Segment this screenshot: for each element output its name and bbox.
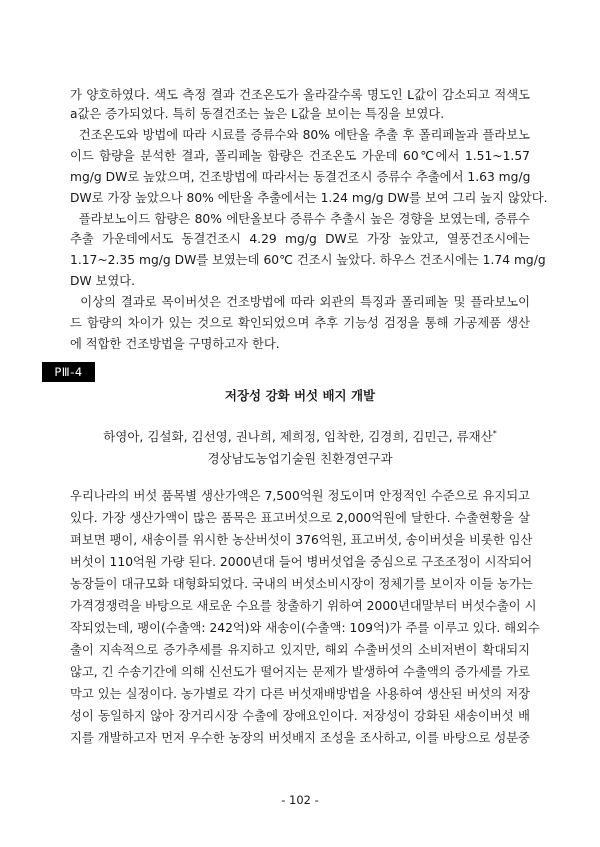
paragraph-line: 지를 개발하고자 먼저 우수한 농장의 버섯배지 조성을 조사하고, 이를 바탕으로 성분중 xyxy=(70,731,530,745)
paragraph-line: 펴보면 팽이, 새송이를 위시한 농산버섯이 376억원, 표고버섯, 송이버섯을 비롯한 임산 xyxy=(70,533,533,547)
paragraph-line: 에 적합한 건조방법을 구명하고자 한다. xyxy=(70,337,280,351)
paragraph-line: 1.17~2.35 mg/g DW를 보였는데 60℃ 건조시 높았다. 하우스 건조시에는 1.74 mg/g xyxy=(70,253,546,267)
paragraph-line: 가 양호하였다. 색도 측정 결과 건조온도가 올라갈수록 명도인 L값이 감소되고 적색도 xyxy=(70,88,530,102)
paragraph-line: DW로 가장 높았으나 80% 에탄올 추출에서는 1.24 mg/g DW를 보여 그리 높지 않았다. xyxy=(70,191,548,205)
page-number: - 102 - xyxy=(281,793,319,807)
paragraph-line: 있다. 가장 생산가액이 많은 품목은 표고버섯으로 2,000억원에 달한다. 수출현황을 살 xyxy=(70,511,530,525)
paragraph-line: a값은 증가되었다. 특히 동결건조는 높은 L값을 보이는 특징을 보였다. xyxy=(70,107,445,121)
paragraph-line: 않고, 긴 수송기간에 의해 신선도가 떨어지는 문제가 발생하여 수출액의 증가세를 가로 xyxy=(70,665,530,679)
paragraph-line: 플라보노이드 함량은 80% 에탄올보다 증류수 추출시 높은 경향을 보였는데, 증류수 xyxy=(70,212,530,226)
paragraph-line: 성이 동일하지 않아 장거리시장 수출에 장애요인이다. 저장성이 강화된 새송이버섯 배 xyxy=(70,709,530,723)
paragraph-line: 우리나라의 버섯 품목별 생산가액은 7,500억원 정도이며 안정적인 수준으로 유지되고 xyxy=(70,489,530,503)
paragraph-line: mg/g DW로 높았으며, 건조방법에 따라서는 동결건조시 증류수 추출에서 1.63 mg/g xyxy=(70,170,531,184)
paragraph-line: 막고 있는 실정이다. 농가별로 각기 다른 버섯재배방법을 사용하여 생산된 버섯의 저장 xyxy=(70,687,530,701)
section-label: PⅢ-4 xyxy=(42,362,95,382)
author-names: 하영아, 김설화, 김선영, 권나희, 제희정, 임착한, 김경희, 김민근, 류재산 xyxy=(103,429,493,444)
paragraph-line: DW 보였다. xyxy=(70,274,136,288)
paragraph-line: 추출 가운데에서도 동결건조시 4.29 mg/g DW로 가장 높았고, 열풍건조시에는 xyxy=(70,232,530,246)
paragraph-line: 건조온도와 방법에 따라 시료를 증류수와 80% 에탄올 추출 후 폴리페놀과 플라보노 xyxy=(70,128,530,142)
corresponding-author-mark: * xyxy=(492,428,497,438)
author-list xyxy=(0,428,600,446)
paragraph-line: 출이 지속적으로 증가추세를 유지하고 있지만, 해외 수출버섯의 소비저변이 확대되지 xyxy=(70,643,530,657)
paragraph-line: 드 함량의 차이가 있는 것으로 확인되었으며 추후 기능성 검정을 통해 가공제품 생산 xyxy=(70,316,530,330)
paragraph-line: 버섯이 110억원 가량 된다. 2000년대 들어 병버섯업을 중심으로 구조조정이 시작되어 xyxy=(70,555,533,569)
paragraph-line: 이드 함량을 분석한 결과, 폴리페놀 함량은 건조온도 가운데 60℃에서 1.51~1.57 xyxy=(70,149,530,163)
affiliation: 경상남도농업기술원 친환경연구과 xyxy=(207,451,393,466)
paragraph-line: 작되었는데, 팽이(수출액: 242억)와 새송이(수출액: 109억)가 주를 이루고 있다. 해외수 xyxy=(70,621,540,635)
paragraph-line: 이상의 결과로 목이버섯은 건조방법에 따라 외관의 특징과 폴리페놀 및 플라보노이 xyxy=(70,295,530,309)
paragraph-line: 가격경쟁력을 바탕으로 새로운 수요를 창출하기 위하여 2000년대말부터 버섯수출이 시 xyxy=(70,599,537,613)
paragraph-line: 농장들이 대규모화 대형화되었다. 국내의 버섯소비시장이 정체기를 보이자 이들 농가는 xyxy=(70,577,533,591)
paper-title: 저장성 강화 버섯 배지 개발 xyxy=(224,388,376,403)
